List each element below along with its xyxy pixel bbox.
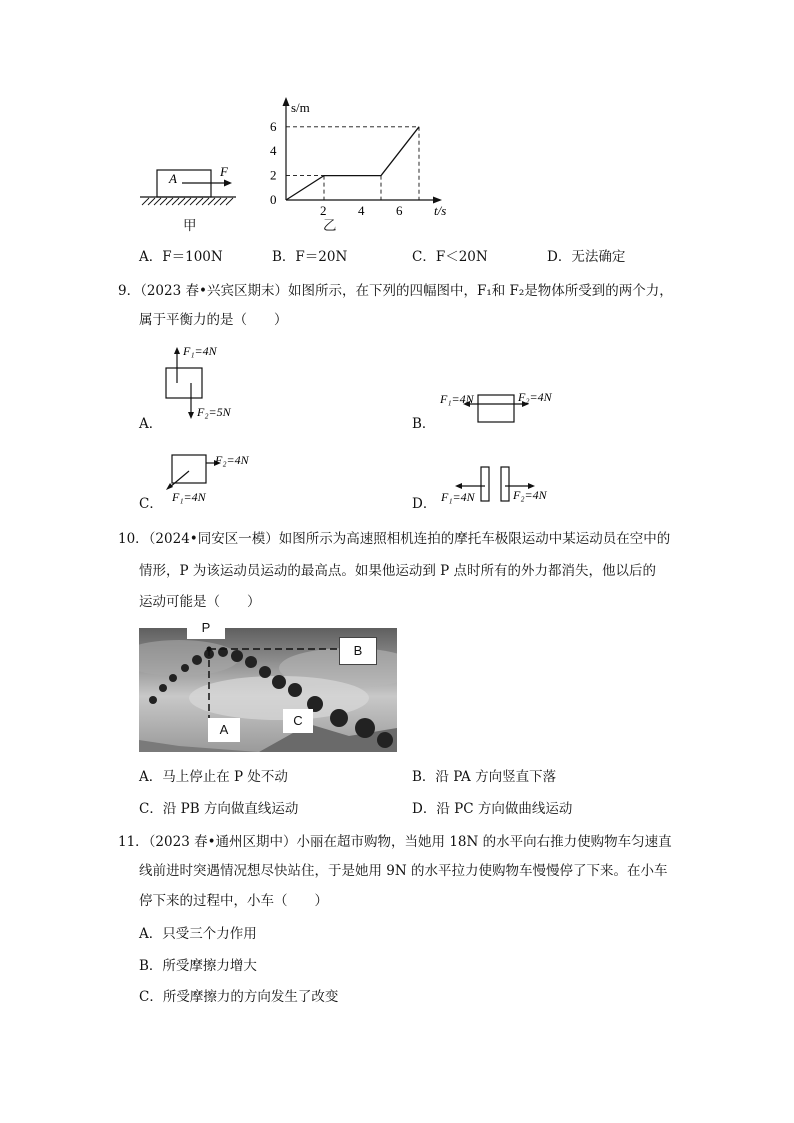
x-tick-label: 6 [396,203,403,218]
x-axis-label: t/s [434,203,447,218]
q10-option-a[interactable]: A．马上停止在 P 处不动 [139,769,288,785]
q9-option-a[interactable]: A． [139,416,163,432]
q9-option-c[interactable]: C． [139,496,163,512]
q9a-f2-head [188,412,194,419]
y-tick-label: 6 [270,118,277,134]
q9-option-d[interactable]: D． [412,496,437,512]
q11-stem-line3: 停下来的过程中，小车（ ） [139,893,328,909]
force-f-arrowhead [224,180,232,187]
y-axis-label: s/m [291,100,310,115]
q9b-f2-label: F₂=4N [518,390,552,404]
q10-option-c[interactable]: C．沿 PB 方向做直线运动 [139,801,299,817]
q9a-box [166,368,202,398]
photo-label-b: B [339,637,377,665]
q11-option-b[interactable]: B．所受摩擦力增大 [139,958,257,974]
photo-label-c: C [283,709,313,733]
photo-label-a: A [208,718,240,742]
q9-figure-c [160,447,260,509]
ground-hatch [142,198,233,205]
q9c-box [172,455,206,483]
q9-figure-a [160,340,240,425]
q10-stem-line3: 运动可能是（ ） [139,594,261,610]
q9-figure-b [438,385,568,430]
q9d-f1-head [455,483,462,489]
force-f-label: F [220,164,228,179]
q8-jia-label: 甲 [183,218,197,234]
q9a-f1-head [174,347,180,354]
y-axis-arrow [283,97,290,106]
st-data-line [286,127,419,200]
q9d-f2-label: F₂=4N [513,488,547,502]
q9d-box-left [481,467,489,501]
q8-option-d[interactable]: D．无法确定 [547,249,626,265]
q11-stem-line1: 11．（2023 春•通州区期中）小丽在超市购物，当她用 18N 的水平向右推力使购物车匀速直 [118,834,672,850]
q9c-f1-label: F₁=4N [172,490,206,504]
q11-option-c[interactable]: C．所受摩擦力的方向发生了改变 [139,989,339,1005]
q8-option-c[interactable]: C．F＜20N [412,249,488,265]
y-tick-label: 4 [270,143,277,159]
photo-label-p: P [187,617,225,639]
q8-option-a[interactable]: A．F＝100N [139,249,223,265]
q9a-f1-label: F₁=4N [183,344,217,358]
y-tick-label: 0 [270,192,277,207]
q11-option-a[interactable]: A．只受三个力作用 [139,926,257,942]
q10-option-d[interactable]: D．沿 PC 方向做曲线运动 [412,801,573,817]
q11-stem-line2: 线前进时突遇情况想尽快站住，于是她用 9N 的水平拉力使购物车慢慢停了下来。在小车 [139,863,668,879]
q9-option-b[interactable]: B． [412,416,436,432]
block-a-label: A [169,171,177,186]
q9-figure-d [440,463,570,508]
q10-stem-line2: 情形，P 为该运动员运动的最高点。如果他运动到 P 点时所有的外力都消失，他以后的 [139,563,657,579]
q9c-f1-arrow [170,471,189,487]
q9-stem-line2: 属于平衡力的是（ ） [139,312,288,328]
q9c-f1-head [166,483,173,490]
q9d-f1-label: F₁=4N [441,490,475,504]
q8-yi-label: 乙 [323,218,337,234]
q8-st-chart [262,96,462,220]
x-tick-label: 2 [320,203,327,218]
q8-block-figure [136,160,246,210]
q8-option-b[interactable]: B．F＝20N [272,249,348,265]
q9-stem-line1: 9．（2023 春•兴宾区期末）如图所示，在下列的四幅图中，F₁和 F₂是物体所受到的两个力， [118,283,673,299]
q9c-f2-label: F₂=4N [215,453,249,467]
q9d-box-right [501,467,509,501]
q9b-box [478,395,514,422]
q10-stem-line1: 10．（2024•同安区一模）如图所示为高速照相机连拍的摩托车极限运动中某运动员在空中的 [118,531,671,547]
q9a-f2-label: F₂=5N [197,405,231,419]
y-tick-label: 2 [270,167,277,183]
q9b-f1-label: F₁=4N [440,392,474,406]
q10-option-b[interactable]: B．沿 PA 方向竖直下落 [412,769,557,785]
point-p [207,647,212,652]
x-tick-label: 4 [358,203,365,218]
